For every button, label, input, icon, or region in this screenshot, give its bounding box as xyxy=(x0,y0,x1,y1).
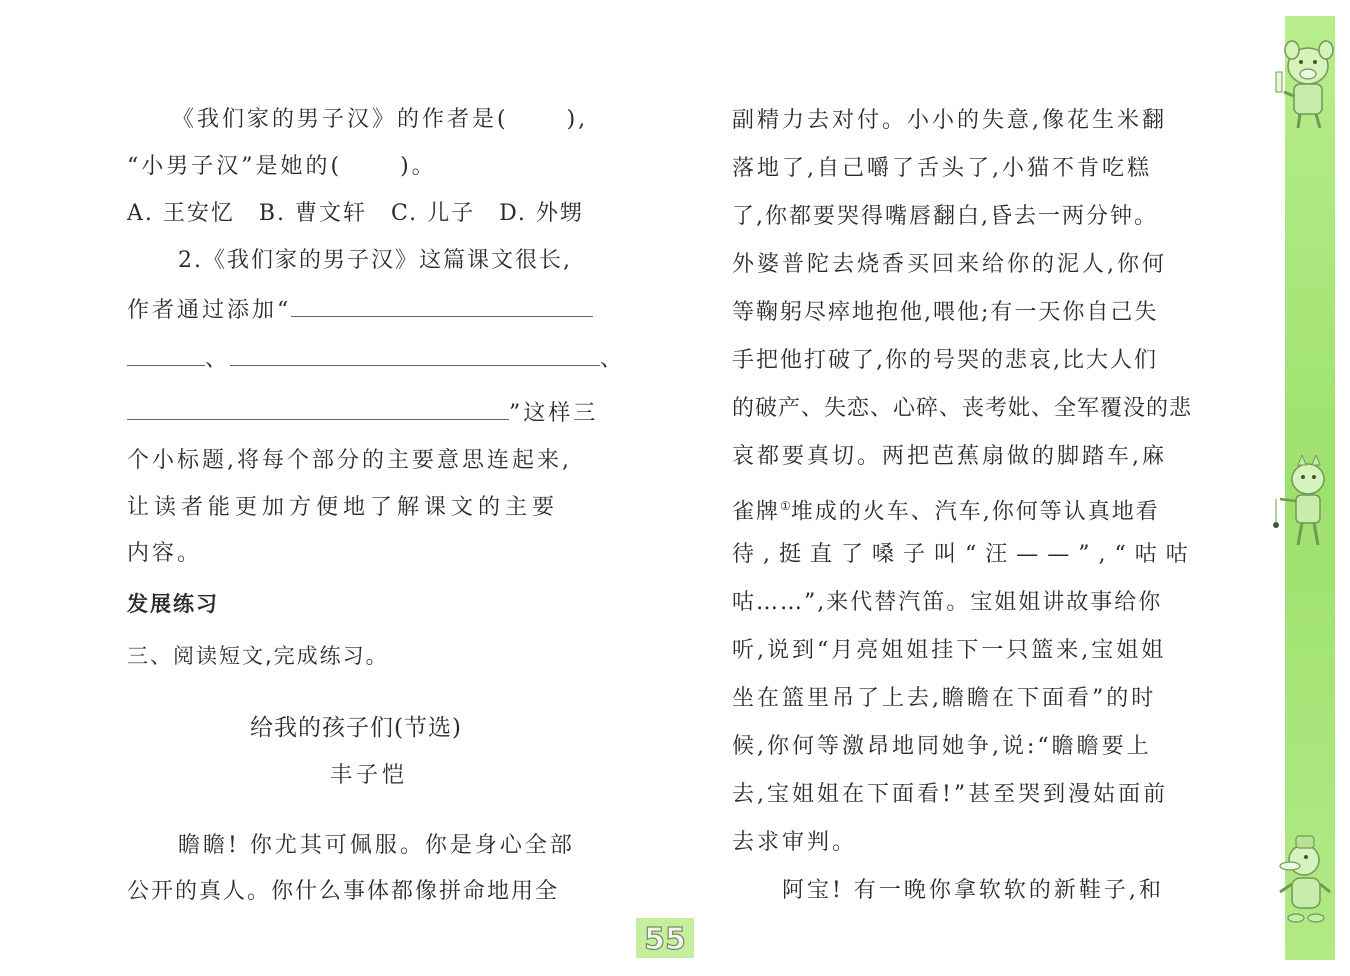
passage-title: 给我的孩子们(节选) xyxy=(250,715,462,741)
q1-line1 xyxy=(172,106,588,134)
footnote-marker: ① xyxy=(780,499,791,513)
right-line-12: 听,说到“月亮姐姐挂下一只篮来,宝姐姐 xyxy=(732,638,1167,663)
right-line-10: 待,挺直了嗓子叫“汪——”,“咕咕 xyxy=(732,542,1197,567)
q2-line7: 内容。 xyxy=(127,541,203,566)
q1-line2-tail: )。 xyxy=(400,154,437,179)
right-line-3: 了,你都要哭得嘴唇翻白,昏去一两分钟。 xyxy=(732,204,1158,229)
right-line-4: 外婆普陀去烧香买回来给你的泥人,你何 xyxy=(732,252,1167,277)
right-line-9 xyxy=(732,492,1160,526)
right-line-9-b: 堆成的火车、汽车,你何等认真地看 xyxy=(790,499,1160,525)
q1-line2 xyxy=(127,153,437,181)
right-line-8: 哀都要真切。两把芭蕉扇做的脚踏车,麻 xyxy=(732,444,1167,469)
q2-line4-tail: ”这样三 xyxy=(509,401,599,426)
passage-line-1: 瞻瞻! 你尤其可佩服。你是身心全部 xyxy=(178,833,575,858)
passage-author: 丰子恺 xyxy=(330,763,409,788)
q2-line2 xyxy=(127,297,593,325)
right-line-5: 等鞠躬尽瘁地抱他,喂他;有一天你自己失 xyxy=(732,300,1159,325)
wolf-cartoon-icon xyxy=(1268,455,1340,555)
answer-blank-1-cont[interactable] xyxy=(127,347,205,366)
q1-options: A. 王安忆 B. 曹文轩 C. 儿子 D. 外甥 xyxy=(127,201,584,226)
q2-separator-2: 、 xyxy=(600,347,626,372)
q2-line1: 2.《我们家的男子汉》这篇课文很长, xyxy=(178,248,572,273)
page-number: 55 xyxy=(644,922,686,957)
q3-heading: 三、阅读短文,完成练习。 xyxy=(127,644,389,668)
answer-blank-2[interactable] xyxy=(230,347,600,366)
right-line-11: 咕……”,来代替汽笛。宝姐姐讲故事给你 xyxy=(732,590,1163,615)
q2-line4 xyxy=(127,400,598,428)
answer-blank-3[interactable] xyxy=(127,401,509,420)
q2-line5: 个小标题,将每个部分的主要意思连起来, xyxy=(127,448,572,473)
right-line-15: 去,宝姐姐在下面看!”甚至哭到漫姑面前 xyxy=(732,782,1169,807)
right-line-2: 落地了,自己嚼了舌头了,小猫不肯吃糕 xyxy=(732,156,1152,181)
q2-separator-1: 、 xyxy=(205,347,231,372)
right-line-17: 阿宝! 有一晚你拿软软的新鞋子,和 xyxy=(782,878,1164,903)
q1-line1-tail: ), xyxy=(566,107,589,132)
section-heading: 发展练习 xyxy=(127,592,219,616)
right-line-1: 副精力去对付。小小的失意,像花生米翻 xyxy=(732,108,1167,133)
q2-line6: 让读者能更加方便地了解课文的主要 xyxy=(127,495,560,520)
right-line-13: 坐在篮里吊了上去,瞻瞻在下面看”的时 xyxy=(732,686,1157,711)
pig-cartoon-icon xyxy=(1262,36,1340,132)
q2-line3 xyxy=(127,346,625,374)
q1-line1-text: 《我们家的男子汉》的作者是( xyxy=(172,107,509,132)
right-line-16: 去求审判。 xyxy=(732,830,858,855)
q1-line2-text: “小男子汉”是她的( xyxy=(127,154,343,179)
q2-line2-text: 作者通过添加“ xyxy=(127,298,292,323)
right-line-6: 手把他打破了,你的号哭的悲哀,比大人们 xyxy=(732,348,1158,373)
passage-line-2: 公开的真人。你什么事体都像拼命地用全 xyxy=(127,879,560,904)
right-line-7: 的破产、失恋、心碎、丧考妣、全军覆没的悲 xyxy=(732,396,1193,421)
right-line-9-a: 雀牌 xyxy=(732,499,781,525)
duck-cartoon-icon xyxy=(1264,830,1340,930)
right-line-14: 候,你何等激昂地同她争,说:“瞻瞻要上 xyxy=(732,734,1152,759)
answer-blank-1[interactable] xyxy=(291,298,593,317)
